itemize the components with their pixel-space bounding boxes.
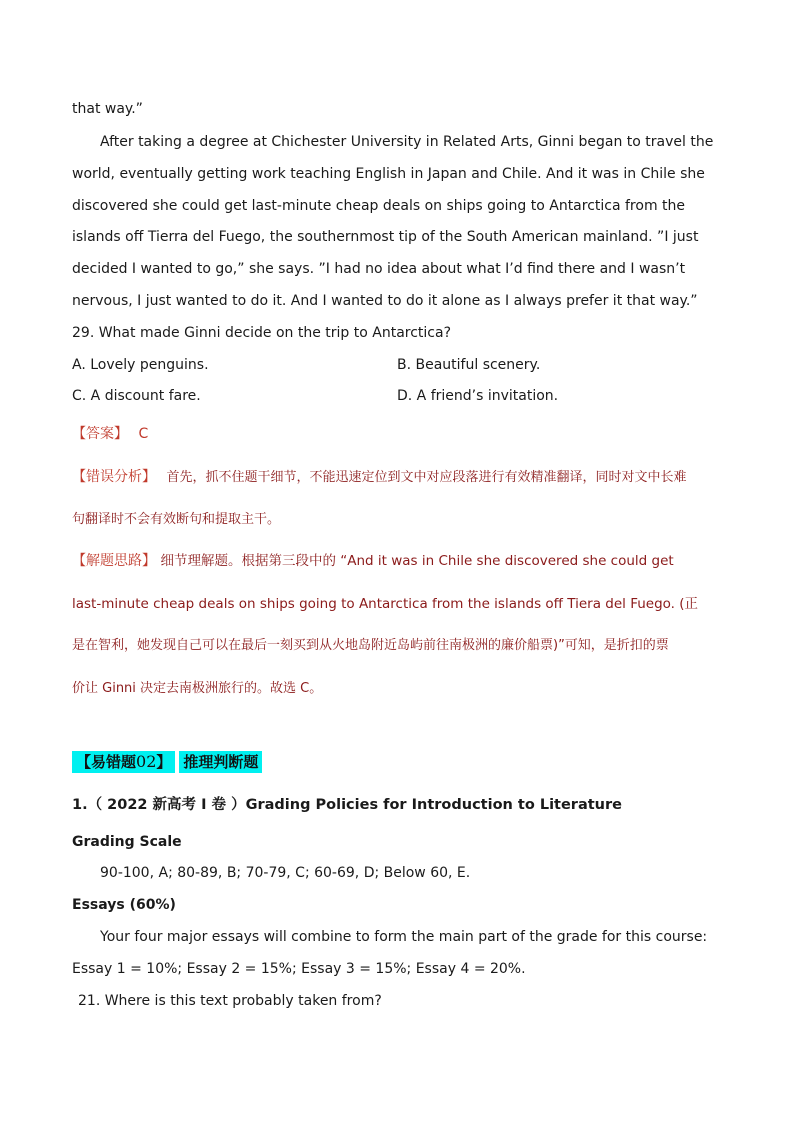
section-title: 推理判断题 <box>179 751 262 773</box>
passage-line-5: islands off Tierra del Fuego, the southernmost tip of the South American mainland. ”I just <box>72 229 699 245</box>
error-analysis-line-1 <box>72 467 686 488</box>
section-suffix: 】 <box>156 753 172 771</box>
error-analysis-text-1: 首先，抓不住题干细节，不能迅速定位到文中对应段落进行有效精准翻译，同时对文中长难 <box>166 470 687 485</box>
answer-value: C <box>138 426 149 442</box>
solution-line-2: last-minute cheap deals on ships going to Antarctica from the islands off Tiera del Fuego. (正 <box>72 596 699 612</box>
section-label-highlight <box>72 751 175 773</box>
passage-line-4: discovered she could get last-minute cheap deals on ships going to Antarctica from the <box>72 198 686 214</box>
option-row-2 <box>72 386 712 406</box>
error-analysis-line-2: 句翻译时不会有效断句和提取主干。 <box>72 512 281 527</box>
solution-line-4: 价让 Ginni 决定去南极洲旅行的。故选 C。 <box>72 681 323 696</box>
passage-line-3: world, eventually getting work teaching English in Japan and Chile. And it was in Chile she <box>72 166 705 182</box>
error-analysis-tag: 【错误分析】 <box>72 469 156 485</box>
section-number: 02 <box>136 752 157 771</box>
essays-line-2: Essay 1 = 10%; Essay 2 = 15%; Essay 3 = 15%; Essay 4 = 20%. <box>72 961 526 977</box>
solution-tag: 【解题思路】 <box>72 553 156 569</box>
solution-text-1: 细节理解题。根据第三段中的 “And it was in Chile she discovered she could get <box>160 553 674 569</box>
solution-line-1 <box>72 551 674 571</box>
option-row-1 <box>72 355 712 375</box>
section-heading-02 <box>72 748 262 776</box>
grading-scale-title: Grading Scale <box>72 834 182 850</box>
essays-line-1: Your four major essays will combine to form the main part of the grade for this course: <box>100 929 708 945</box>
option-b: B. Beautiful scenery. <box>397 357 541 373</box>
option-a: A. Lovely penguins. <box>72 357 209 373</box>
grading-scale-text: 90-100, A; 80-89, B; 70-79, C; 60-69, D; Below 60, E. <box>100 865 471 881</box>
passage-line-1: that way.” <box>72 101 143 117</box>
question-21: 21. Where is this text probably taken from? <box>78 993 382 1009</box>
solution-line-3: 是在智利，她发现自己可以在最后一刻买到从火地岛附近岛屿前往南极洲的廉价船票)”可知，是折扣的票 <box>72 638 669 653</box>
passage-line-2: After taking a degree at Chichester University in Related Arts, Ginni began to travel the <box>100 134 714 150</box>
essays-title: Essays (60%) <box>72 897 176 913</box>
option-c: C. A discount fare. <box>72 388 201 404</box>
option-d: D. A friend’s invitation. <box>397 388 559 404</box>
passage-line-6: decided I wanted to go,” she says. ”I had no idea about what I’d find there and I wasn’t <box>72 261 686 277</box>
question-29-stem: 29. What made Ginni decide on the trip to Antarctica? <box>72 325 452 341</box>
section-prefix: 【易错题 <box>76 753 137 771</box>
answer-line <box>72 424 148 444</box>
passage-line-7: nervous, I just wanted to do it. And I wanted to do it alone as I always prefer it that way.” <box>72 293 698 309</box>
answer-tag: 【答案】 <box>72 426 128 442</box>
item-heading: 1.（ 2022 新高考 I 卷 ）Grading Policies for Introduction to Literature <box>72 797 622 813</box>
